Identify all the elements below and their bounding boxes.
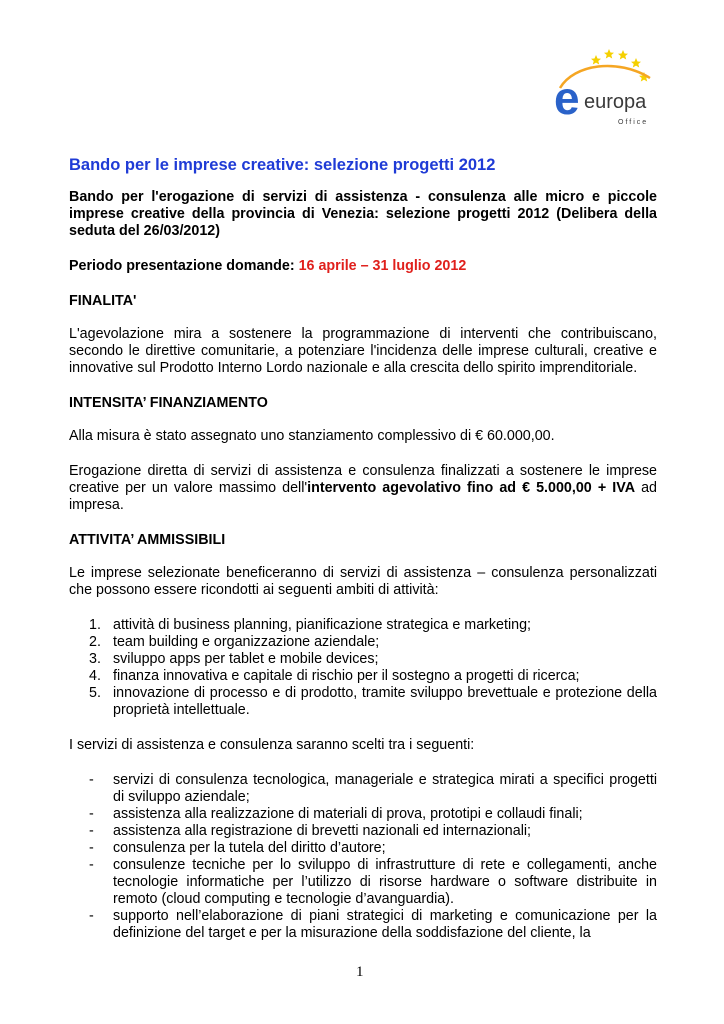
list-item-dash: - — [89, 806, 94, 822]
list-item — [69, 772, 657, 806]
page-title: Bando per le imprese creative: selezione progetti 2012 — [69, 156, 496, 174]
list-item-text: supporto nell’elaborazione di piani strategici di marketing e comunicazione per la definizione del target e per la misurazione della soddisfazione del cliente, la — [113, 908, 657, 941]
list-item — [69, 840, 657, 857]
intensita-description — [69, 463, 657, 514]
list-item-text: sviluppo apps per tablet e mobile devices; — [113, 651, 379, 667]
finalita-text: L'agevolazione mira a sostenere la programmazione di interventi che contribuiscano, secondo le direttive comunitarie, a potenziare l'incidenza delle imprese culturali, creative e innovative sul Prodotto Interno Lordo nazionale e alla crescita dello spirito imprenditoriale. — [69, 326, 657, 376]
list-item-dash: - — [89, 823, 94, 839]
intensita-amount: intervento agevolativo fino ad € 5.000,00 + IVA — [307, 480, 636, 496]
list-item — [69, 806, 657, 823]
logo-word: europa — [584, 91, 647, 113]
list-item-text: attività di business planning, pianificazione strategica e marketing; — [113, 617, 532, 633]
list-item — [69, 634, 657, 651]
intensita-heading: INTENSITA’ FINANZIAMENTO — [69, 395, 268, 411]
period-label: Periodo presentazione domande: — [69, 258, 299, 274]
list-item-text: innovazione di processo e di prodotto, tramite sviluppo brevettuale e protezione della proprietà intellettuale. — [113, 685, 657, 718]
list-item-text: finanza innovativa e capitale di rischio per il sostegno a progetti di ricerca; — [113, 668, 580, 684]
document-body — [69, 155, 657, 960]
list-item-dash: - — [89, 857, 94, 873]
list-item — [69, 823, 657, 840]
logo-subtitle: Office — [618, 119, 649, 126]
period-line — [69, 258, 657, 275]
list-item — [69, 685, 657, 719]
list-item — [69, 651, 657, 668]
intensita-text-after: ad impresa. — [69, 480, 658, 513]
list-item-number: 1. — [89, 617, 101, 633]
list-item — [69, 617, 657, 634]
attivita-heading: ATTIVITA’ AMMISSIBILI — [69, 532, 226, 548]
period-value: 16 aprile – 31 luglio 2012 — [298, 258, 467, 274]
list-item-number: 4. — [89, 668, 101, 684]
finalita-heading: FINALITA' — [69, 293, 137, 309]
page-number: 1 — [356, 964, 364, 980]
list-item-text: consulenza per la tutela del diritto d’autore; — [113, 840, 386, 856]
servizi-list — [69, 772, 657, 942]
intensita-allocation: Alla misura è stato assegnato uno stanziamento complessivo di € 60.000,00. — [69, 428, 555, 444]
list-item-number: 3. — [89, 651, 101, 667]
list-item — [69, 857, 657, 908]
list-item — [69, 668, 657, 685]
list-item-dash: - — [89, 840, 94, 856]
list-item-text: servizi di consulenza tecnologica, manageriale e strategica mirati a specifici progetti di sviluppo aziendale; — [113, 772, 657, 805]
list-item-text: assistenza alla realizzazione di materiali di prova, prototipi e collaudi finali; — [113, 806, 583, 822]
servizi-intro: I servizi di assistenza e consulenza saranno scelti tra i seguenti: — [69, 737, 475, 753]
list-item-text: assistenza alla registrazione di brevetti nazionali ed internazionali; — [113, 823, 532, 839]
list-item-dash: - — [89, 908, 94, 924]
list-item-dash: - — [89, 772, 94, 788]
intro-paragraph: Bando per l'erogazione di servizi di assistenza - consulenza alle micro e piccole imprese creative della provincia di Venezia: selezione progetti 2012 (Delibera della seduta del 26/03/2012) — [69, 189, 657, 239]
list-item-text: consulenze tecniche per lo sviluppo di infrastrutture di rete e collegamenti, anche tecnologie informatiche per l’utilizzo di risorse hardware o software distribuite in remoto (cloud computing e tecnologie d’avanguardia). — [113, 857, 657, 907]
europa-office-logo — [548, 44, 660, 128]
intensita-text-before: Erogazione diretta di servizi di assistenza e consulenza finalizzati a sostenere le imprese creative per un valore massimo dell' — [69, 463, 657, 496]
attivita-intro: Le imprese selezionate beneficeranno di servizi di assistenza – consulenza personalizzati che possono essere ricondotti ai seguenti ambiti di attività: — [69, 565, 657, 598]
attivita-list — [69, 617, 657, 719]
svg-text:e: e — [554, 72, 580, 124]
list-item-number: 2. — [89, 634, 101, 650]
list-item — [69, 908, 657, 942]
list-item-number: 5. — [89, 685, 101, 701]
list-item-text: team building e organizzazione aziendale; — [113, 634, 380, 650]
